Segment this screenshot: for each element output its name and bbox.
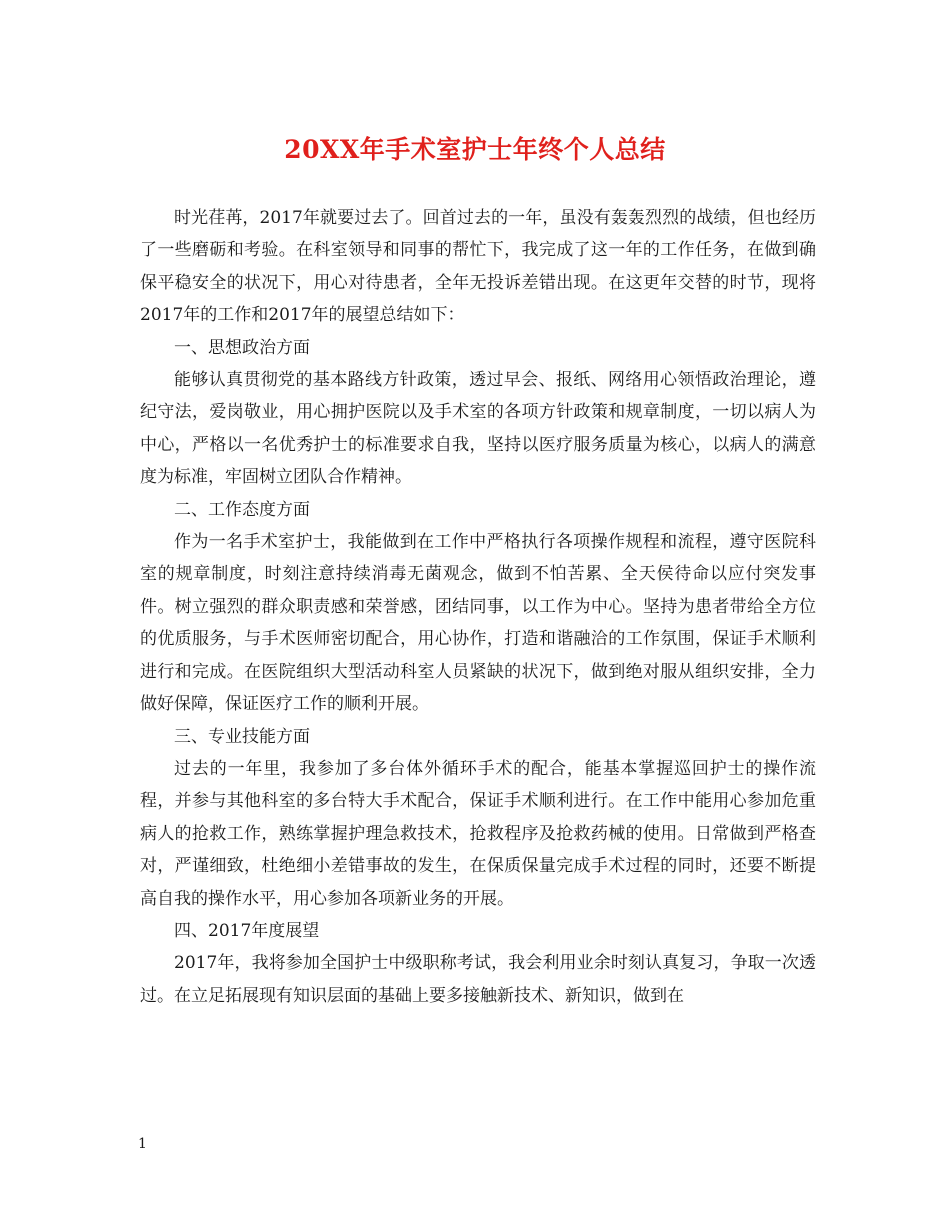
political-paragraph: 能够认真贯彻党的基本路线方针政策，透过早会、报纸、网络用心领悟政治理论，遵纪守法，爱岗敬业，用心拥护医院以及手术室的各项方针政策和规章制度，一切以病人为中心，严格以一名优秀护士的标准要求自我，坚持以医疗服务质量为核心，以病人的满意度为标准，牢固树立团队合作精神。 — [140, 370, 816, 488]
section-heading-attitude: 二、工作态度方面 — [174, 499, 310, 520]
document-body — [140, 202, 816, 1012]
document-title: 20XX年手术室护士年终个人总结 — [284, 135, 666, 164]
section-heading-outlook: 四、2017年度展望 — [174, 920, 320, 941]
intro-paragraph: 时光荏苒，2017年就要过去了。回首过去的一年，虽没有轰轰烈烈的战绩，但也经历了一些磨砺和考验。在科室领导和同事的帮忙下，我完成了这一年的工作任务，在做到确保平稳安全的状况下，用心对待患者，全年无投诉差错出现。在这更年交替的时节，现将2017年的工作和2017年的展望总结如下： — [140, 208, 816, 326]
skills-paragraph: 过去的一年里，我参加了多台体外循环手术的配合，能基本掌握巡回护士的操作流程，并参与其他科室的多台特大手术配合，保证手术顺利进行。在工作中能用心参加危重病人的抢救工作，熟练掌握护理急救技术，抢救程序及抢救药械的使用。日常做到严格查对，严谨细致，杜绝细小差错事故的发生，在保质保量完成手术过程的同时，还要不断提高自我的操作水平，用心参加各项新业务的开展。 — [140, 758, 816, 909]
page-number: 1 — [138, 1136, 147, 1152]
attitude-paragraph: 作为一名手术室护士，我能做到在工作中严格执行各项操作规程和流程，遵守医院科室的规章制度，时刻注意持续消毒无菌观念，做到不怕苦累、全天侯待命以应付突发事件。树立强烈的群众职责感和荣誉感，团结同事，以工作为中心。坚持为患者带给全方位的优质服务，与手术医师密切配合，用心协作，打造和谐融洽的工作氛围，保证手术顺利进行和完成。在医院组织大型活动科室人员紧缺的状况下，做到绝对服从组织安排，全力做好保障，保证医疗工作的顺利开展。 — [140, 532, 816, 715]
section-heading-skills: 三、专业技能方面 — [174, 726, 310, 747]
section-heading-political: 一、思想政治方面 — [174, 337, 310, 358]
outlook-paragraph: 2017年，我将参加全国护士中级职称考试，我会利用业余时刻认真复习，争取一次透过。在立足拓展现有知识层面的基础上要多接触新技术、新知识，做到在 — [140, 953, 816, 1006]
